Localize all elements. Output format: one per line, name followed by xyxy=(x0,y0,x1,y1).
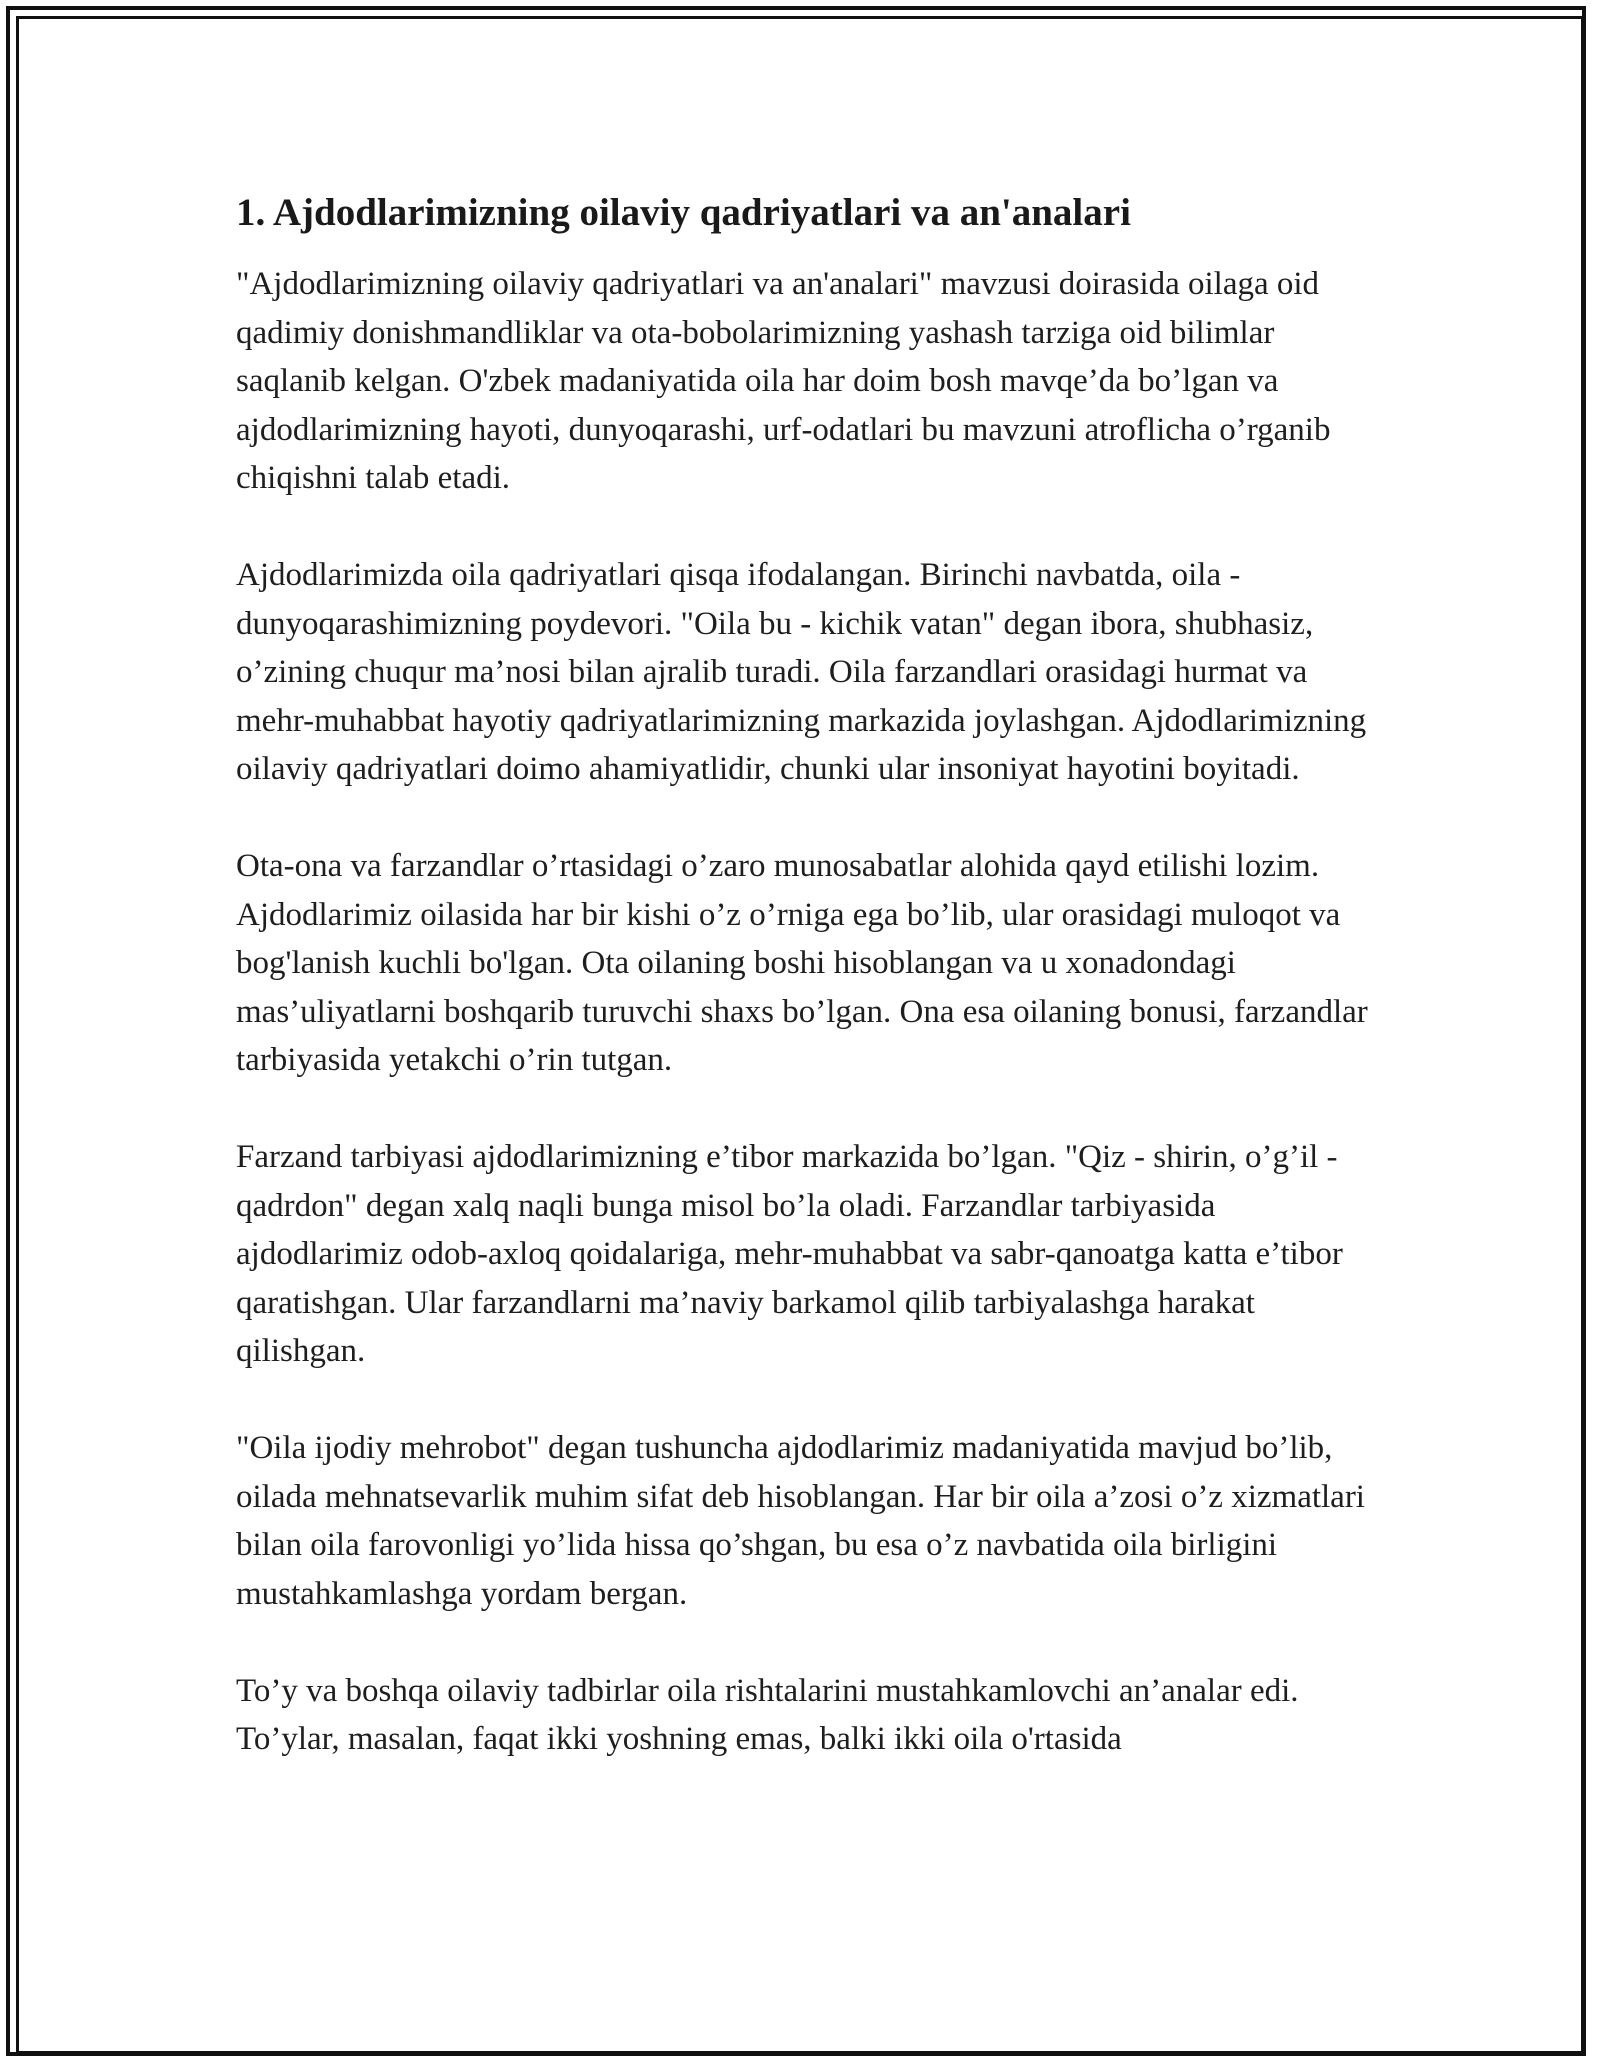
document-title: 1. Ajdodlarimizning oilaviy qadriyatlari va an'analari xyxy=(236,191,1131,234)
paragraph-1: "Ajdodlarimizning oilaviy qadriyatlari va an'analari" mavzusi doirasida oilaga oid qadimiy donishmandliklar va ota-bobolarimizning yashash tarziga oid bilimlar saqlanib kelgan. O'zbek madaniyatida oila har doim bosh mavqe’da bo’lgan va ajdodlarimizning hayoti, dunyoqarashi, urf-odatlari bu mavzuni atroflicha o’rganib chiqishni talab etadi. xyxy=(236,266,1331,496)
paragraph-4: Farzand tarbiyasi ajdodlarimizning e’tibor markazida bo’lgan. "Qiz - shirin, o’g’il - qadrdon" degan xalq naqli bunga misol bo’la oladi. Farzandlar tarbiyasida ajdodlarimiz odob-axloq qoidalariga, mehr-muhabbat va sabr-qanoatga katta e’tibor qaratishgan. Ular farzandlarni ma’naviy barkamol qilib tarbiyalashga harakat qilishgan. xyxy=(236,1139,1343,1369)
paragraph-6: To’y va boshqa oilaviy tadbirlar oila rishtalarini mustahkamlovchi an’analar edi. To’ylar, masalan, faqat ikki yoshning emas, balki ikki oila o'rtasida xyxy=(236,1672,1299,1757)
paragraph-3: Ota-ona va farzandlar o’rtasidagi o’zaro munosabatlar alohida qayd etilishi lozim. Ajdodlarimiz oilasida har bir kishi o’z o’rniga ega bo’lib, ular orasidagi muloqot va bog'lanish kuchli bo'lgan. Ota oilaning boshi hisoblangan va u xonadondagi mas’uliyatlarni boshqarib turuvchi shaxs bo’lgan. Ona esa oilaning bonusi, farzandlar tarbiyasida yetakchi o’rin tutgan. xyxy=(236,848,1368,1078)
document-page xyxy=(236,186,1376,1764)
paragraph-2: Ajdodlarimizda oila qadriyatlari qisqa ifodalangan. Birinchi navbatda, oila - dunyoqarashimizning poydevori. "Oila bu - kichik vatan" degan ibora, shubhasiz, o’zining chuqur ma’nosi bilan ajralib turadi. Oila farzandlari orasidagi hurmat va mehr-muhabbat hayotiy qadriyatlarimizning markazida joylashgan. Ajdodlarimizning oilaviy qadriyatlari doimo ahamiyatlidir, chunki ular insoniyat hayotini boyitadi. xyxy=(236,557,1367,787)
paragraph-5: "Oila ijodiy mehrobot" degan tushuncha ajdodlarimiz madaniyatida mavjud bo’lib, oilada mehnatsevarlik muhim sifat deb hisoblangan. Har bir oila a’zosi o’z xizmatlari bilan oila farovonligi yo’lida hissa qo’shgan, bu esa o’z navbatida oila birligini mustahkamlashga yordam bergan. xyxy=(236,1430,1365,1612)
